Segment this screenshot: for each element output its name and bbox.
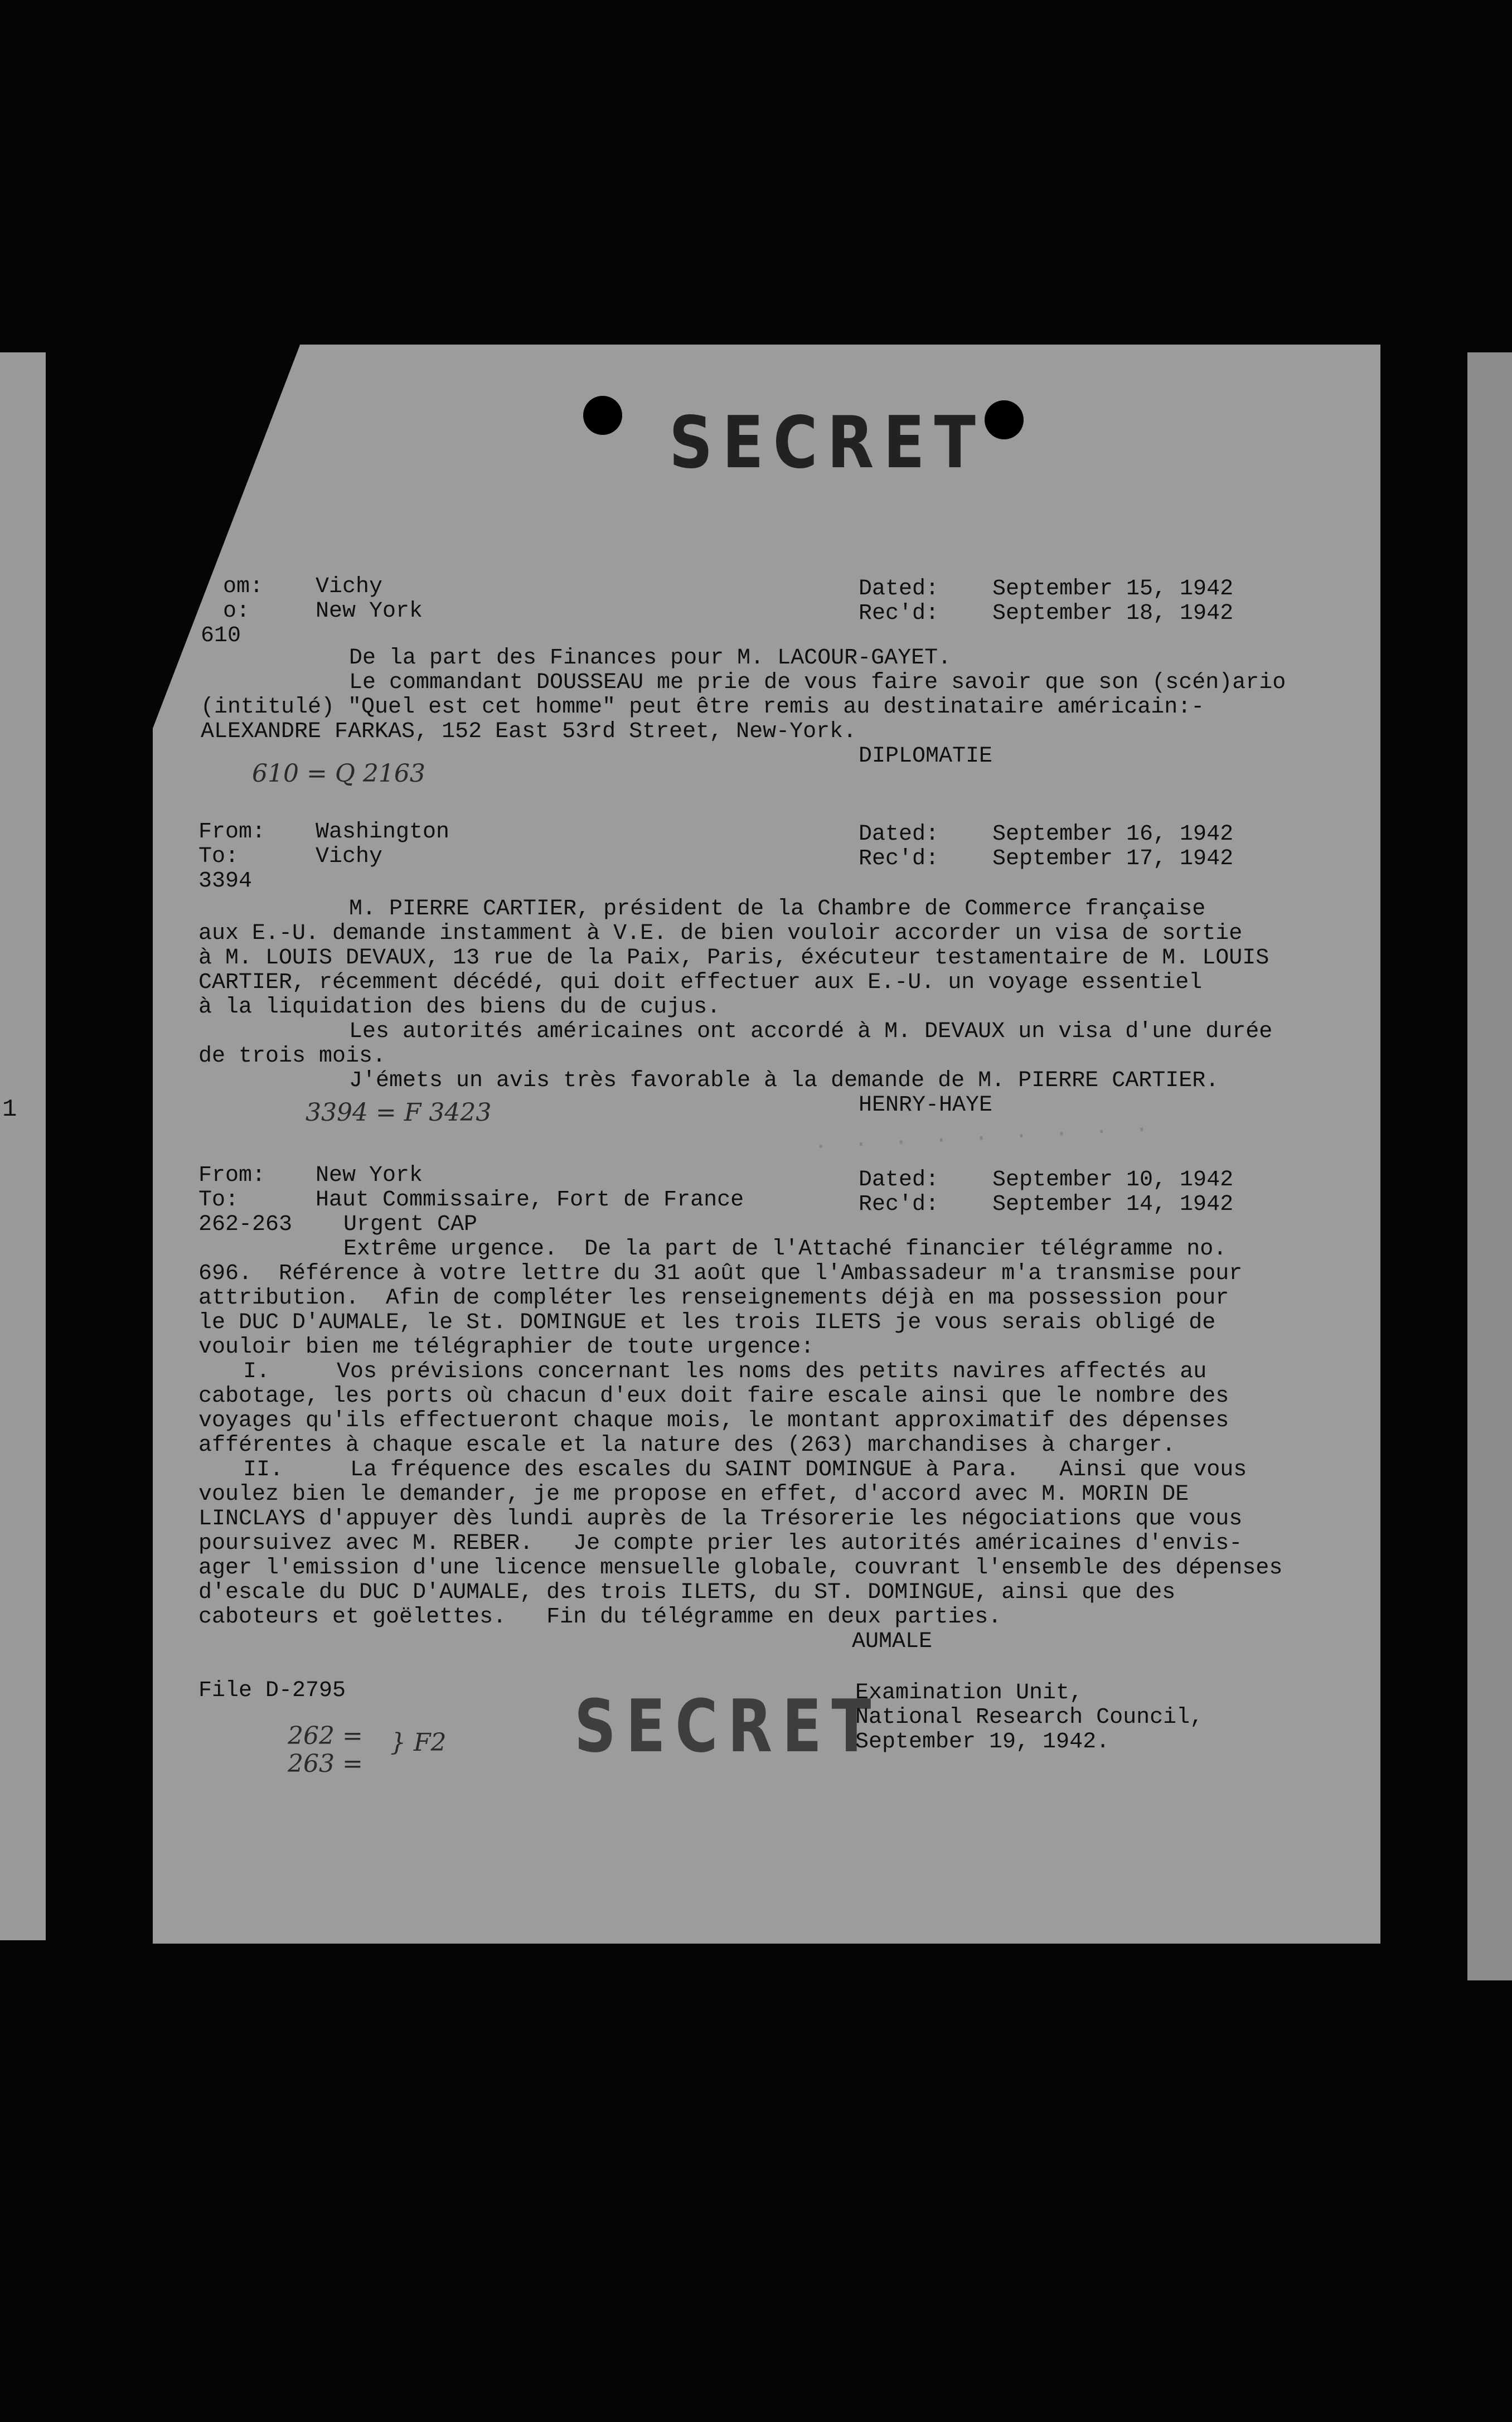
to-value: Haut Commissaire, Fort de France [316, 1188, 744, 1213]
body-line: caboteurs et goëlettes. Fin du télégramme en deux parties. [198, 1605, 1002, 1630]
body-line: ager l'emission d'une licence mensuelle globale, couvrant l'ensemble des dépenses [198, 1556, 1283, 1581]
from-label: From: [198, 1163, 266, 1188]
body-line: le DUC D'AUMALE, le St. DOMINGUE et les trois ILETS je vous serais obligé de [198, 1310, 1216, 1335]
body-line: I. Vos prévisions concernant les noms des petits navires affectés au [243, 1359, 1207, 1384]
body-line: voulez bien le demander, je me propose en effet, d'accord avec M. MORIN DE [198, 1482, 1189, 1507]
body-line: M. PIERRE CARTIER, président de la Chambre de Commerce française [349, 897, 1206, 922]
to-value: Vichy [316, 844, 383, 869]
body-line: ALEXANDRE FARKAS, 152 East 53rd Street, New-York. [201, 719, 857, 744]
adjacent-page-left [0, 352, 46, 1940]
body-line: Le commandant DOUSSEAU me prie de vous faire savoir que son (scén)ario [349, 670, 1286, 695]
punch-hole-right [985, 400, 1024, 439]
to-value: New York [316, 599, 423, 624]
body-line: à la liquidation des biens du de cujus. [198, 995, 721, 1020]
body-line: CARTIER, récemment décédé, qui doit effectuer aux E.-U. un voyage essentiel [198, 970, 1203, 995]
examination-unit-line: National Research Council, [855, 1705, 1204, 1730]
recd-label: Rec'd: [859, 846, 939, 871]
from-label: From: [198, 820, 266, 845]
body-line: De la part des Finances pour M. LACOUR-GAYET. [349, 646, 952, 671]
from-value: Washington [316, 820, 450, 845]
body-line: à M. LOUIS DEVAUX, 13 rue de la Paix, Paris, éxécuteur testamentaire de M. LOUIS [198, 946, 1269, 971]
message-number: 262-263 [198, 1212, 293, 1237]
body-line: cabotage, les ports où chacun d'eux doit faire escale ainsi que le nombre des [198, 1384, 1229, 1409]
body-line: aux E.-U. demande instamment à V.E. de bien vouloir accorder un visa de sortie [198, 921, 1243, 946]
bleed-through-text: · · · · · · · · · [813, 1117, 1149, 1160]
dated-value: September 16, 1942 [992, 822, 1234, 847]
body-line: (intitulé) "Quel est cet homme" peut être remis au destinataire américain:- [201, 695, 1205, 720]
dated-value: September 10, 1942 [992, 1168, 1234, 1193]
handwritten-note: } F2 [390, 1728, 447, 1757]
body-line: poursuivez avec M. REBER. Je compte prier les autorités américaines d'envis- [198, 1531, 1243, 1556]
dated-label: Dated: [859, 1168, 939, 1193]
body-line: attribution. Afin de compléter les renseignements déjà en ma possession pour [198, 1286, 1229, 1311]
adjacent-page-right [1467, 352, 1512, 1980]
recd-label: Rec'd: [859, 1192, 939, 1217]
signature: HENRY-HAYE [859, 1093, 993, 1118]
from-value: Vichy [316, 574, 383, 599]
body-line: d'escale du DUC D'AUMALE, des trois ILETS, du ST. DOMINGUE, ainsi que des [198, 1580, 1176, 1605]
adjacent-page-mark: 1 [2, 1096, 17, 1123]
signature: AUMALE [852, 1629, 933, 1654]
urgent-note: Urgent CAP [343, 1212, 478, 1237]
handwritten-note: 262 = [288, 1722, 363, 1750]
body-line: Les autorités américaines ont accordé à M. DEVAUX un visa d'une durée [349, 1019, 1273, 1044]
punch-hole-left [583, 396, 622, 435]
examination-unit-line: September 19, 1942. [855, 1730, 1110, 1755]
from-value: New York [316, 1163, 423, 1188]
recd-label: Rec'd: [859, 601, 939, 626]
to-label: To: [198, 1188, 239, 1213]
handwritten-note: 610 = Q 2163 [252, 759, 425, 788]
message-number: 610 [201, 623, 241, 648]
recd-value: September 14, 1942 [992, 1192, 1234, 1217]
signature: DIPLOMATIE [859, 744, 993, 769]
body-line: LINCLAYS d'appuyer dès lundi auprès de la Trésorerie les négociations que vous [198, 1507, 1243, 1532]
secret-footer-stamp: SECRET [574, 1684, 881, 1769]
dated-value: September 15, 1942 [992, 577, 1234, 602]
body-line: Extrême urgence. De la part de l'Attaché financier télégramme no. [343, 1237, 1227, 1262]
to-label: To: [198, 844, 239, 869]
file-reference: File D-2795 [198, 1678, 346, 1703]
recd-value: September 18, 1942 [992, 601, 1234, 626]
body-line: 696. Référence à votre lettre du 31 août que l'Ambassadeur m'a transmise pour [198, 1261, 1243, 1286]
handwritten-note: 263 = [288, 1750, 363, 1778]
to-label: o: [223, 599, 250, 624]
body-line: II. La fréquence des escales du SAINT DOMINGUE à Para. Ainsi que vous [243, 1457, 1247, 1483]
dated-label: Dated: [859, 822, 939, 847]
message-number: 3394 [198, 869, 253, 894]
body-line: vouloir bien me télégraphier de toute urgence: [198, 1335, 815, 1360]
dated-label: Dated: [859, 577, 939, 602]
body-line: J'émets un avis très favorable à la demande de M. PIERRE CARTIER. [349, 1068, 1219, 1093]
body-line: afférentes à chaque escale et la nature des (263) marchandises à charger. [198, 1433, 1176, 1458]
body-line: de trois mois. [198, 1044, 386, 1069]
examination-unit-line: Examination Unit, [855, 1680, 1083, 1706]
recd-value: September 17, 1942 [992, 846, 1234, 871]
body-line: voyages qu'ils effectueront chaque mois, le montant approximatif des dépenses [198, 1408, 1229, 1433]
secret-header-stamp: SECRET [669, 401, 985, 485]
handwritten-note: 3394 = F 3423 [306, 1098, 492, 1127]
from-label: om: [223, 574, 264, 599]
